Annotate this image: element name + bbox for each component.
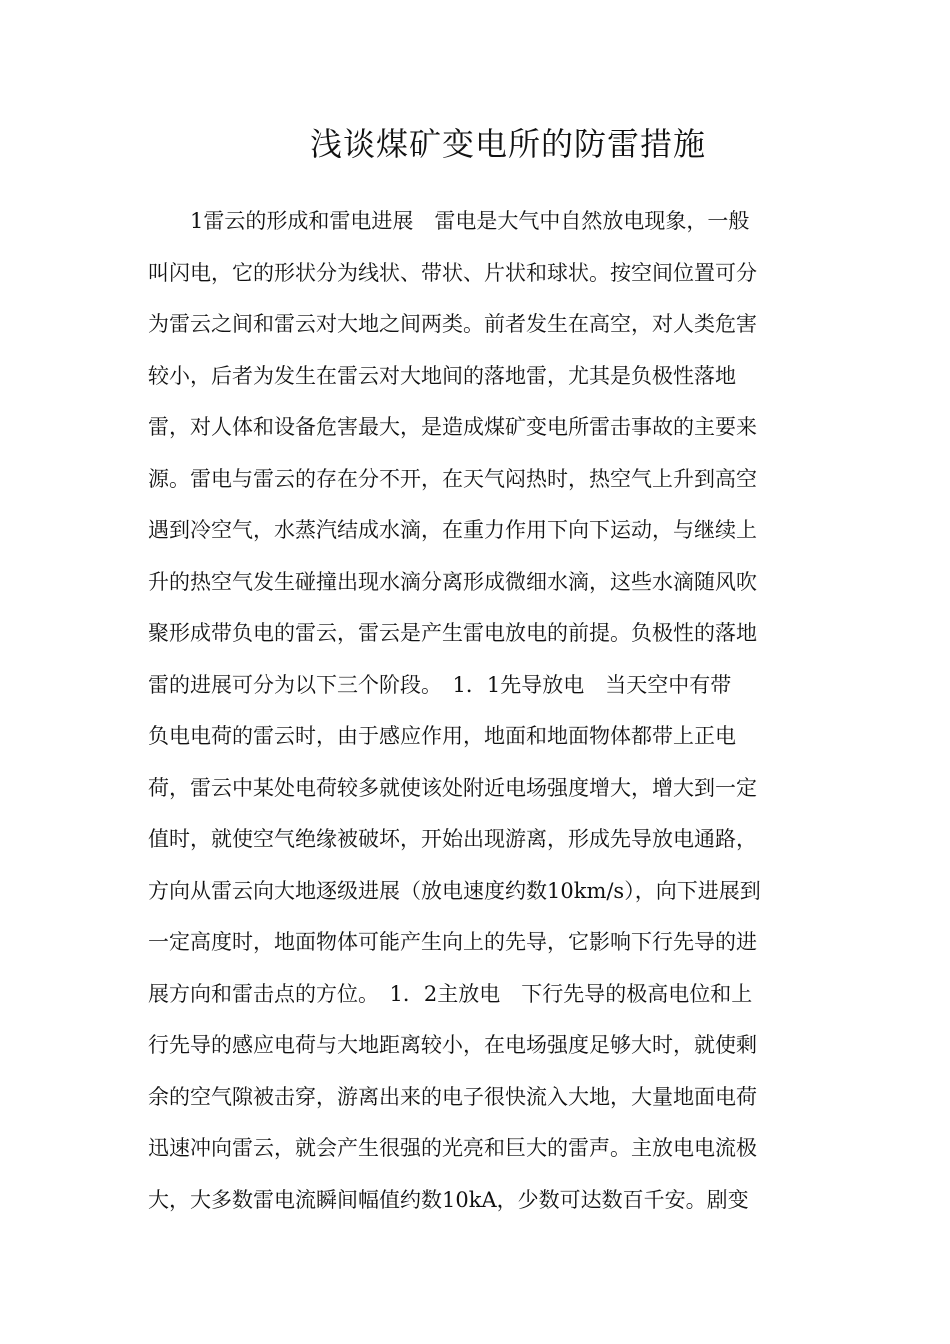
body-line: 展方向和雷击点的方位。 1．2主放电 下行先导的极高电位和上 [148, 981, 753, 1006]
body-line: 行先导的感应电荷与大地距离较小，在电场强度足够大时，就使剩 [148, 1033, 757, 1057]
body-line: 大，大多数雷电流瞬间幅值约数10kA，少数可达数百千安。剧变 [148, 1187, 749, 1212]
body-line: 升的热空气发生碰撞出现水滴分离形成微细水滴，这些水滴随风吹 [148, 569, 757, 594]
document-body [148, 196, 828, 1226]
body-line: 聚形成带负电的雷云，雷云是产生雷电放电的前提。负极性的落地 [148, 621, 757, 645]
body-line: 源。雷电与雷云的存在分不开，在天气闷热时，热空气上升到高空 [148, 466, 757, 491]
body-line: 迅速冲向雷云，就会产生很强的光亮和巨大的雷声。主放电电流极 [148, 1136, 757, 1160]
body-line: 为雷云之间和雷云对大地之间两类。前者发生在高空，对人类危害 [148, 312, 757, 336]
body-line: 雷，对人体和设备危害最大，是造成煤矿变电所雷击事故的主要来 [148, 415, 757, 439]
body-line: 一定高度时，地面物体可能产生向上的先导，它影响下行先导的进 [148, 930, 757, 954]
body-line: 叫闪电，它的形状分为线状、带状、片状和球状。按空间位置可分 [148, 260, 757, 285]
body-line: 遇到冷空气，水蒸汽结成水滴，在重力作用下向下运动，与继续上 [148, 518, 757, 542]
body-line: 值时，就使空气绝缘被破坏，开始出现游离，形成先导放电通路， [148, 827, 757, 851]
body-line: 余的空气隙被击穿，游离出来的电子很快流入大地，大量地面电荷 [148, 1084, 757, 1109]
body-line: 荷，雷云中某处电荷较多就使该处附近电场强度增大，增大到一定 [148, 775, 757, 800]
body-line: 方向从雷云向大地逐级进展（放电速度约数10km/s），向下进展到 [148, 878, 761, 903]
body-line: 负电电荷的雷云时，由于感应作用，地面和地面物体都带上正电 [148, 724, 736, 748]
body-line: 较小，后者为发生在雷云对大地间的落地雷，尤其是负极性落地 [148, 363, 736, 388]
body-line: 雷的进展可分为以下三个阶段。 1．1先导放电 当天空中有带 [148, 672, 732, 697]
body-line: 1雷云的形成和雷电进展 雷电是大气中自然放电现象，一般 [148, 209, 750, 233]
document-title: 浅谈煤矿变电所的防雷措施 [309, 125, 706, 163]
